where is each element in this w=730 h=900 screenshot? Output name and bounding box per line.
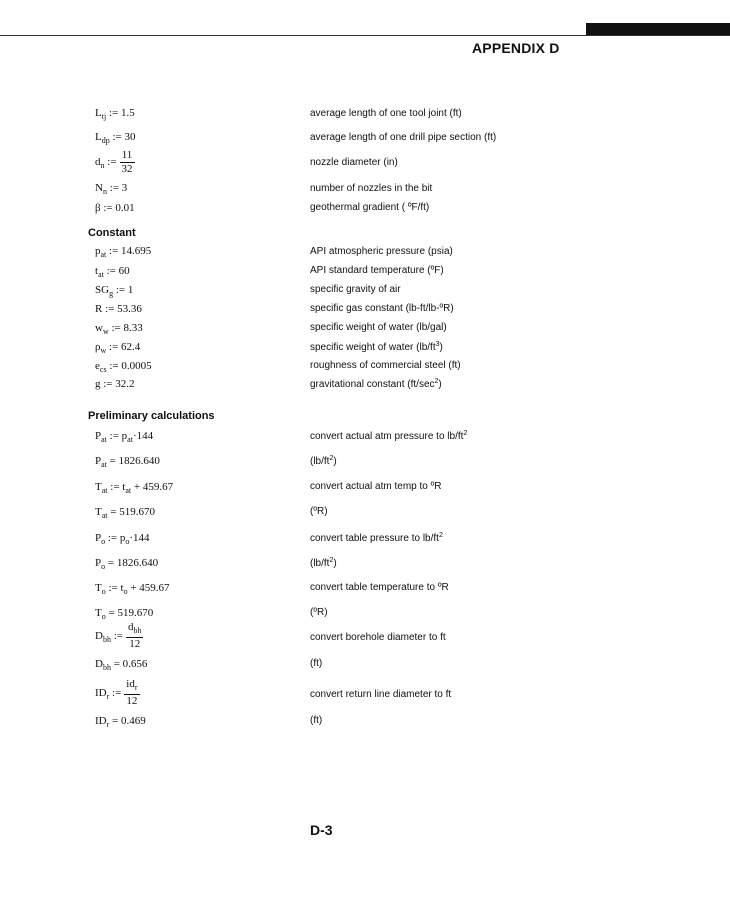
borehole-numerator: $d_{bh}$: [126, 621, 144, 638]
desc-return-line-diameter: convert return line diameter to ft: [310, 689, 452, 700]
desc-table-temp-conv: convert table temperature to ºR: [310, 582, 449, 593]
return-line-numerator: $id_r$: [124, 678, 139, 695]
desc-atm-temp-conv: convert actual atm temp to ºR: [310, 481, 442, 492]
page-number: D-3: [310, 822, 333, 838]
desc-number-nozzles: number of nozzles in the bit: [310, 183, 433, 194]
eq-table-pressure-result: $P_o = 1826.640$: [95, 557, 159, 571]
desc-table-pressure-conv: convert table pressure to $lb/ft^2$: [310, 532, 443, 544]
eq-table-pressure-conv: $P_o$ := $p_o\cdot 144$: [95, 532, 150, 546]
nozzle-fraction: [120, 149, 135, 176]
eq-specific-gravity-air: $SG_g$ := 1: [95, 284, 134, 298]
eq-nozzle-lhs: $d_n$ :=: [95, 156, 117, 171]
desc-std-temperature: API standard temperature (ºF): [310, 265, 444, 276]
desc-drill-pipe-length: average length of one drill pipe section (ft): [310, 132, 497, 143]
eq-drill-pipe-length: $L_{dp}$ := 30: [95, 131, 136, 145]
nozzle-numerator: 11: [120, 149, 135, 163]
header-bar: [586, 23, 730, 35]
eq-borehole-lhs: $D_{bh}$ :=: [95, 629, 123, 644]
desc-atm-pressure: API atmospheric pressure (psia): [310, 246, 453, 257]
eq-borehole-diameter: [95, 621, 143, 651]
desc-atm-temp-result: (ºR): [310, 506, 328, 517]
desc-tool-joint-length: average length of one tool joint (ft): [310, 108, 462, 119]
desc-return-line-result: (ft): [310, 715, 323, 726]
eq-tool-joint-length: $L_{tj}$ := 1.5: [95, 107, 135, 121]
desc-steel-roughness: roughness of commercial steel (ft): [310, 360, 461, 371]
desc-borehole-diameter: convert borehole diameter to ft: [310, 632, 446, 643]
desc-water-weight-ft3: specific weight of water $(lb/ft^3)$: [310, 341, 443, 353]
eq-table-temp-result: $T_o = 519.670$: [95, 607, 154, 621]
nozzle-denominator: 32: [121, 163, 133, 175]
desc-borehole-result: (ft): [310, 658, 323, 669]
desc-table-pressure-result: $(lb/ft^2)$: [310, 557, 337, 569]
section-heading-preliminary: Preliminary calculations: [88, 410, 215, 422]
page-header-title: APPENDIX D: [472, 40, 560, 56]
eq-geothermal-gradient: β := 0.01: [95, 202, 135, 214]
eq-atm-pressure: $p_{at}$ := 14.695: [95, 245, 152, 259]
eq-atm-temp-conv: $T_{at}$ := $t_{at} + 459.67$: [95, 481, 174, 495]
desc-geothermal-gradient: geothermal gradient ( ºF/ft): [310, 202, 430, 213]
eq-return-line-diameter: [95, 678, 140, 708]
eq-nozzle-diameter: [95, 149, 135, 176]
return-line-fraction: [124, 678, 139, 708]
eq-table-temp-conv: $T_o$ := $t_o + 459.67$: [95, 582, 170, 596]
desc-table-temp-result: (ºR): [310, 607, 328, 618]
eq-return-line-result: $ID_r = 0.469$: [95, 715, 146, 729]
borehole-denominator: 12: [129, 638, 141, 650]
desc-atm-pressure-conv: convert actual atm pressure to $lb/ft^2$: [310, 430, 468, 442]
section-heading-constant: Constant: [88, 227, 136, 239]
eq-water-weight-ft3: $\rho_w$ := 62.4: [95, 341, 141, 355]
desc-gas-constant: specific gas constant (lb-ft/lb-ºR): [310, 303, 454, 314]
eq-steel-roughness: $e_{cs}$ := 0.0005: [95, 360, 152, 374]
eq-gravitational-constant: g := 32.2: [95, 378, 135, 390]
header-rule: [0, 35, 730, 36]
eq-atm-pressure-conv: $P_{at}$ := $p_{at}\cdot 144$: [95, 430, 154, 444]
eq-atm-temp-result: $T_{at} = 519.670$: [95, 506, 155, 520]
eq-borehole-result: $D_{bh} = 0.656$: [95, 658, 148, 672]
eq-std-temperature: $t_{at}$ := 60: [95, 265, 130, 279]
desc-water-weight-gal: specific weight of water (lb/gal): [310, 322, 447, 333]
borehole-fraction: [126, 621, 144, 651]
eq-water-weight-gal: $w_w$ := 8.33: [95, 322, 143, 336]
eq-number-nozzles: $N_n$ := 3: [95, 182, 128, 196]
eq-atm-pressure-result: $P_{at} = 1826.640$: [95, 455, 160, 469]
eq-return-line-lhs: $ID_r$ :=: [95, 686, 122, 701]
desc-atm-pressure-result: $(lb/ft^2)$: [310, 455, 337, 467]
desc-nozzle-diameter: nozzle diameter (in): [310, 157, 398, 168]
desc-specific-gravity-air: specific gravity of air: [310, 284, 401, 295]
eq-gas-constant: R := 53.36: [95, 303, 142, 315]
return-line-denominator: 12: [126, 695, 138, 707]
desc-gravitational-constant: gravitational constant $(ft/\sec^2)$: [310, 378, 442, 390]
